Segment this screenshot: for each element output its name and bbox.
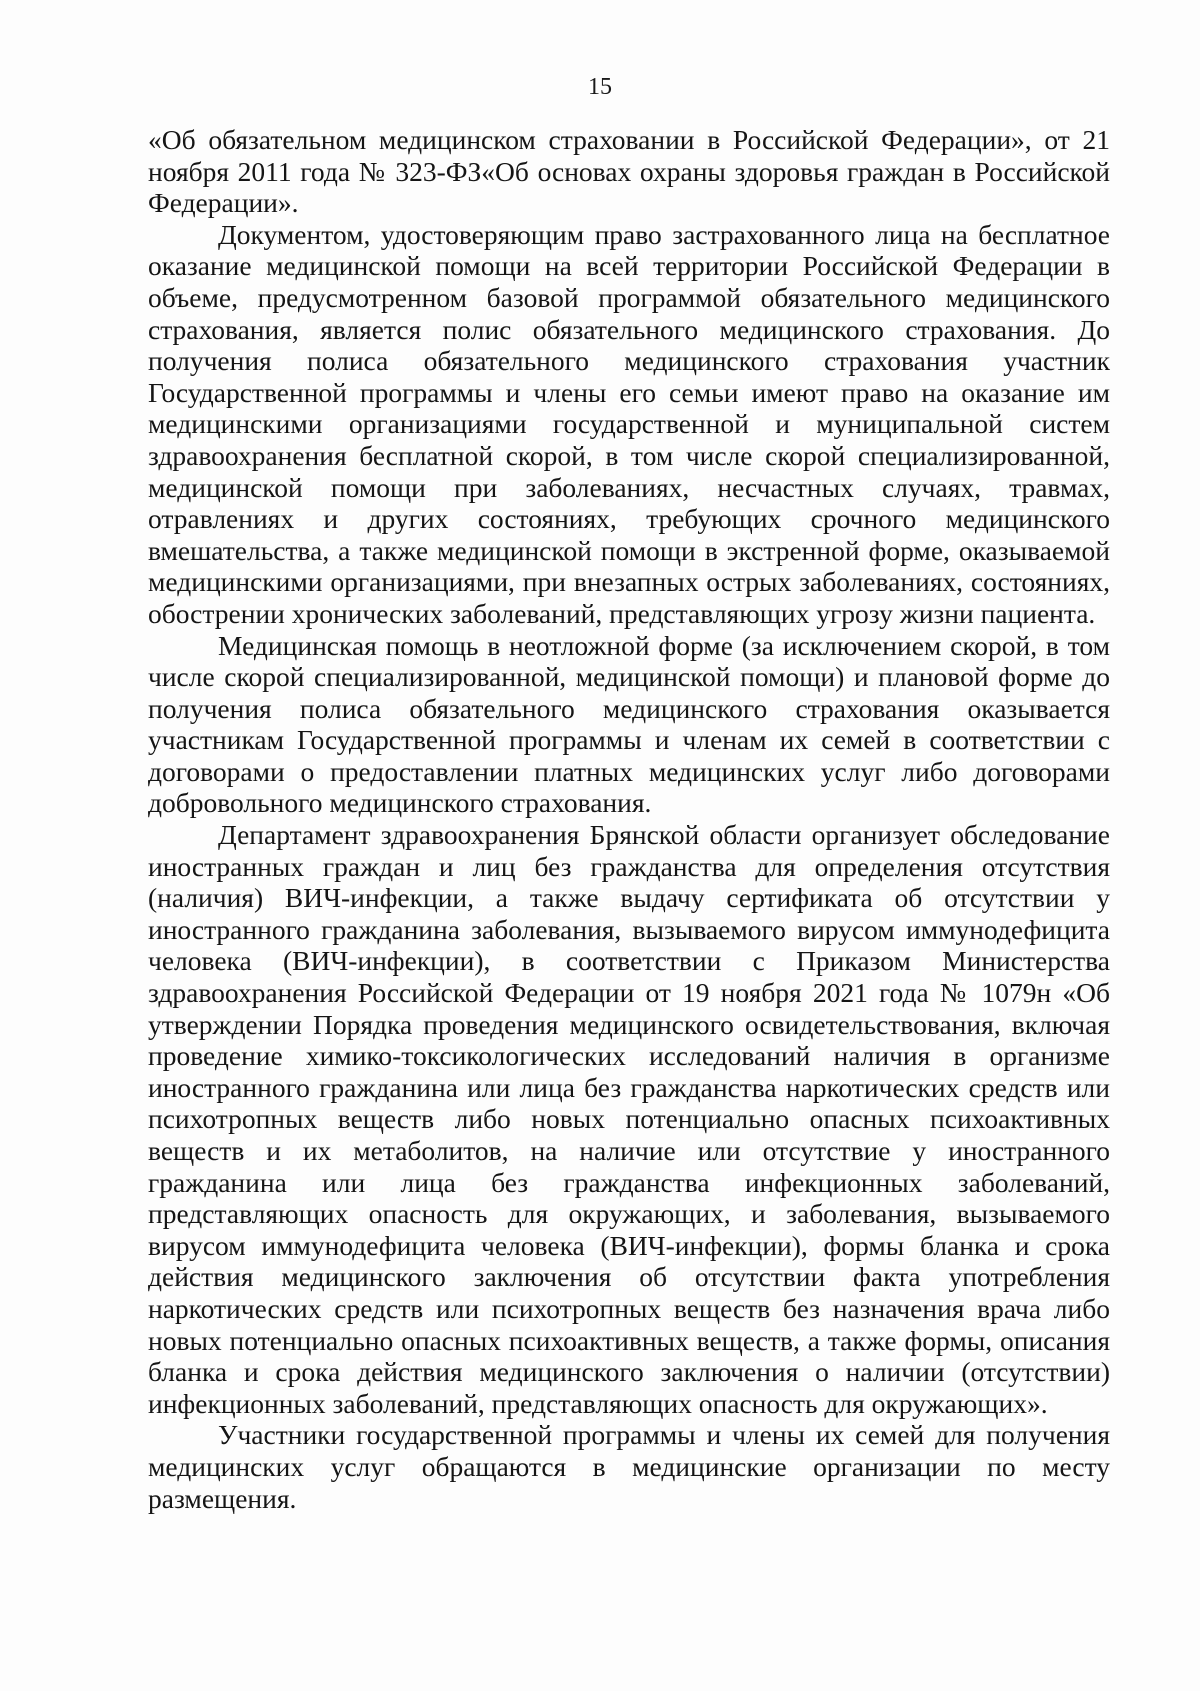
paragraph-non-emergency-care: Медицинская помощь в неотложной форме (за исключением скорой, в том числе скорой специализированной, медицинской помощи) и плановой форме до получения полиса обязательного медицинского страхования оказывается участникам Государственной программы и членам их семей в соответствии с договорами о предоставлении платных медицинских услуг либо договорами добровольного медицинского страхования. bbox=[148, 629, 1110, 819]
document-body bbox=[148, 124, 1110, 1514]
paragraph-insurance-policy: Документом, удостоверяющим право застрахованного лица на бесплатное оказание медицинской помощи на всей территории Российской Федерации в объеме, предусмотренном базовой программой обязательного медицинского страхования, является полис обязательного медицинского страхования. До получения полиса обязательного медицинского страхования участник Государственной программы и члены его семьи имеют право на оказание им медицинскими организациями государственной и муниципальной систем здравоохранения бесплатной скорой, в том числе скорой специализированной, медицинской помощи при заболеваниях, несчастных случаях, травмах, отравлениях и других состояниях, требующих срочного медицинского вмешательства, а также медицинской помощи в экстренной форме, оказываемой медицинскими организациями, при внезапных острых заболеваниях, состояниях, обострении хронических заболеваний, представляющих угрозу жизни пациента. bbox=[148, 218, 1110, 629]
paragraph-hiv-examination: Департамент здравоохранения Брянской области организует обследование иностранных граждан и лиц без гражданства для определения отсутствия (наличия) ВИЧ-инфекции, а также выдачу сертификата об отсутствии у иностранного гражданина заболевания, вызываемого вирусом иммунодефицита человека (ВИЧ-инфекции), в соответствии с Приказом Министерства здравоохранения Российской Федерации от 19 ноября 2021 года № 1079н «Об утверждении Порядка проведения медицинского освидетельствования, включая проведение химико-токсикологических исследований наличия в организме иностранного гражданина или лица без гражданства наркотических средств или психотропных веществ либо новых потенциально опасных психоактивных веществ и их метаболитов, на наличие или отсутствие у иностранного гражданина или лица без гражданства инфекционных заболеваний, представляющих опасность для окружающих, и заболевания, вызываемого вирусом иммунодефицита человека (ВИЧ-инфекции), формы бланка и срока действия медицинского заключения об отсутствии факта употребления наркотических средств или психотропных веществ без назначения врача либо новых потенциально опасных психоактивных веществ, а также формы, описания бланка и срока действия медицинского заключения о наличии (отсутствии) инфекционных заболеваний, представляющих опасность для окружающих». bbox=[148, 819, 1110, 1419]
paragraph-law-reference: «Об обязательном медицинском страховании в Российской Федерации», от 21 ноября 2011 года № 323-ФЗ«Об основах охраны здоровья граждан в Российской Федерации». bbox=[148, 124, 1110, 219]
page-number: 15 bbox=[588, 74, 612, 100]
paragraph-medical-services: Участники государственной программы и члены их семей для получения медицинских услуг обращаются в медицинские организации по месту размещения. bbox=[148, 1419, 1110, 1514]
